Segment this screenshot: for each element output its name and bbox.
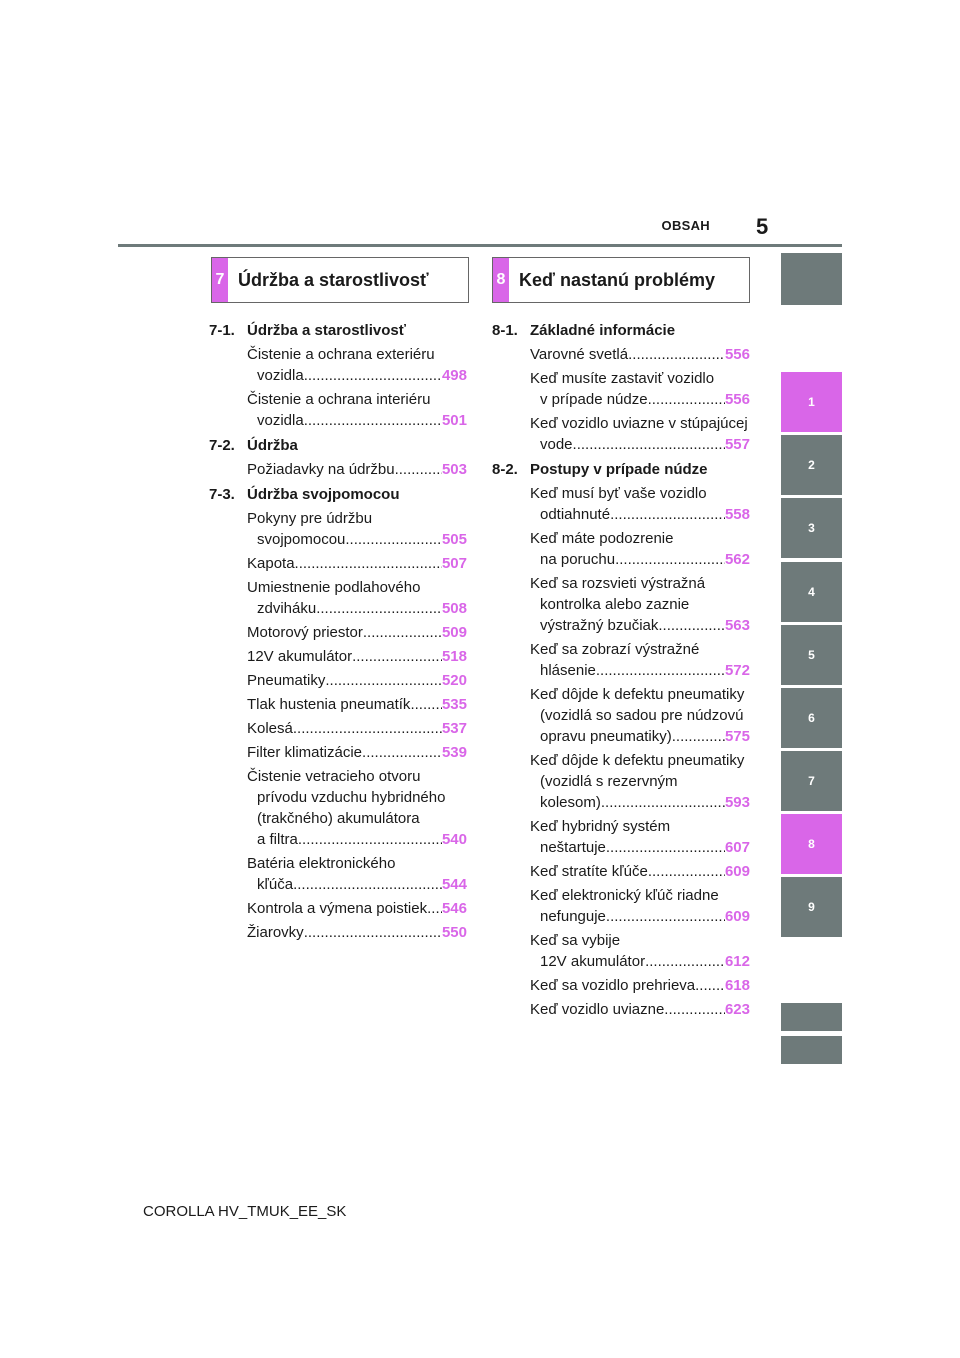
entry-text-line: Keď musí byť vaše vozidlo bbox=[530, 485, 707, 502]
dot-leader bbox=[304, 410, 442, 431]
toc-entry[interactable] bbox=[247, 853, 467, 895]
entry-last-line bbox=[247, 670, 467, 691]
chapter-tab-blank[interactable] bbox=[781, 1003, 842, 1031]
header-divider bbox=[118, 244, 842, 247]
page-link[interactable]: 508 bbox=[441, 600, 467, 617]
entry-text-line: vode bbox=[540, 436, 573, 453]
entry-last-line bbox=[247, 694, 467, 715]
toc-entry[interactable] bbox=[247, 670, 467, 691]
toc-group bbox=[492, 320, 750, 455]
page-link[interactable]: 550 bbox=[441, 924, 467, 941]
toc-entry[interactable] bbox=[530, 573, 750, 636]
toc-entry[interactable] bbox=[530, 885, 750, 927]
dot-leader bbox=[304, 365, 442, 386]
page-link[interactable]: 540 bbox=[441, 831, 467, 848]
toc-subsection[interactable] bbox=[492, 320, 750, 341]
entry-text-line: nefunguje bbox=[540, 908, 606, 925]
entry-text-line: 12V akumulátor bbox=[247, 648, 353, 665]
section-title: Keď nastanú problémy bbox=[519, 269, 715, 290]
toc-entry[interactable] bbox=[530, 975, 750, 996]
entry-last-line bbox=[530, 504, 750, 525]
entry-text-line: Batéria elektronického bbox=[247, 855, 396, 872]
page-link[interactable]: 544 bbox=[441, 876, 467, 893]
dot-leader bbox=[648, 861, 725, 882]
dot-leader bbox=[345, 529, 442, 550]
dot-leader bbox=[352, 646, 442, 667]
dot-leader bbox=[304, 922, 442, 943]
section-heading-7[interactable] bbox=[211, 257, 469, 303]
entry-last-line bbox=[247, 410, 467, 431]
toc-entry[interactable] bbox=[530, 750, 750, 813]
entry-text-line: Čistenie a ochrana interiéru bbox=[247, 391, 431, 408]
entry-text-line: Tlak hustenia pneumatík bbox=[247, 696, 411, 713]
dot-leader bbox=[363, 622, 442, 643]
toc-entry[interactable] bbox=[247, 694, 467, 715]
dot-leader bbox=[325, 670, 442, 691]
entry-last-line bbox=[530, 999, 750, 1020]
entry-text-line: (vozidlá so sadou pre núdzovú bbox=[540, 707, 744, 724]
subsection-number: 7-2. bbox=[209, 437, 235, 454]
subsection-title: Údržba a starostlivosť bbox=[247, 322, 406, 339]
page-link[interactable]: 623 bbox=[724, 1001, 750, 1018]
entry-text-line: Filter klimatizácie bbox=[247, 744, 363, 761]
entry-text-line: 12V akumulátor bbox=[540, 953, 646, 970]
entry-text-line: Požiadavky na údržbu bbox=[247, 461, 395, 478]
entry-text-line: prívodu vzduchu hybridného bbox=[257, 789, 446, 806]
entry-text-line: Čistenie a ochrana exteriéru bbox=[247, 346, 435, 363]
entry-last-line bbox=[247, 553, 467, 574]
page-link[interactable]: 503 bbox=[441, 461, 467, 478]
toc-subsection[interactable] bbox=[492, 459, 750, 480]
entry-text-line: Pokyny pre údržbu bbox=[247, 510, 373, 527]
chapter-tab-8[interactable]: 8 bbox=[781, 814, 842, 874]
toc-entry[interactable] bbox=[247, 922, 467, 943]
entry-last-line bbox=[530, 434, 750, 455]
entry-text-line: opravu pneumatiky) bbox=[540, 728, 672, 745]
toc-column-8 bbox=[492, 320, 750, 1024]
entry-text-line: Keď hybridný systém bbox=[530, 818, 671, 835]
entry-text-line: neštartuje bbox=[540, 839, 606, 856]
dot-leader bbox=[695, 975, 725, 996]
toc-entry[interactable] bbox=[247, 508, 467, 550]
page-link[interactable]: 609 bbox=[724, 863, 750, 880]
entry-text-line: Keď stratíte kľúče bbox=[530, 863, 648, 880]
section-heading-8[interactable] bbox=[492, 257, 750, 303]
toc-entry[interactable] bbox=[247, 622, 467, 643]
toc-entry[interactable] bbox=[247, 459, 467, 480]
entry-text-line: Umiestnenie podlahového bbox=[247, 579, 421, 596]
entry-last-line bbox=[247, 718, 467, 739]
dot-leader bbox=[606, 906, 725, 927]
page-link[interactable]: 501 bbox=[441, 412, 467, 429]
entry-last-line bbox=[247, 365, 467, 386]
entry-last-line bbox=[247, 898, 467, 919]
toc-entry[interactable] bbox=[530, 368, 750, 410]
entry-last-line bbox=[247, 459, 467, 480]
dot-leader bbox=[658, 615, 725, 636]
entry-text-line: Keď vozidlo uviazne v stúpajúcej bbox=[530, 415, 748, 432]
toc-entry[interactable] bbox=[247, 577, 467, 619]
page-link[interactable]: 572 bbox=[724, 662, 750, 679]
dot-leader bbox=[573, 434, 725, 455]
toc-group bbox=[209, 320, 467, 431]
toc-entry[interactable] bbox=[247, 742, 467, 763]
toc-entry[interactable] bbox=[247, 718, 467, 739]
page-link[interactable]: 505 bbox=[441, 531, 467, 548]
entry-text-line: Motorový priestor bbox=[247, 624, 363, 641]
section-number: 7 bbox=[212, 258, 228, 302]
dot-leader bbox=[362, 742, 442, 763]
dot-leader bbox=[606, 837, 725, 858]
entry-last-line bbox=[530, 792, 750, 813]
entry-last-line bbox=[530, 660, 750, 681]
toc-entry[interactable] bbox=[530, 930, 750, 972]
entry-text-line: hlásenie bbox=[540, 662, 596, 679]
subsection-title: Údržba bbox=[247, 437, 298, 454]
toc-entry[interactable] bbox=[247, 389, 467, 431]
entry-last-line bbox=[247, 622, 467, 643]
dot-leader bbox=[293, 874, 442, 895]
toc-entry[interactable] bbox=[530, 861, 750, 882]
page-link[interactable]: 607 bbox=[724, 839, 750, 856]
page-link[interactable]: 562 bbox=[724, 551, 750, 568]
toc-group bbox=[209, 435, 467, 480]
page-link[interactable]: 537 bbox=[441, 720, 467, 737]
page-link[interactable]: 612 bbox=[724, 953, 750, 970]
chapter-tab-blank[interactable] bbox=[781, 253, 842, 305]
page-link[interactable]: 535 bbox=[441, 696, 467, 713]
page-link[interactable]: 609 bbox=[724, 908, 750, 925]
entry-last-line bbox=[247, 598, 467, 619]
entry-last-line bbox=[530, 726, 750, 747]
subsection-number: 7-3. bbox=[209, 486, 235, 503]
entry-last-line bbox=[530, 951, 750, 972]
page-number: 5 bbox=[756, 214, 769, 239]
page-link[interactable]: 509 bbox=[441, 624, 467, 641]
toc-column-7 bbox=[209, 320, 467, 947]
entry-last-line bbox=[247, 646, 467, 667]
entry-text-line: Keď dôjde k defektu pneumatiky bbox=[530, 752, 745, 769]
dot-leader bbox=[427, 898, 442, 919]
entry-text-line: vozidla bbox=[257, 412, 304, 429]
entry-text-line: Čistenie vetracieho otvoru bbox=[247, 768, 421, 785]
toc-subsection[interactable] bbox=[209, 320, 467, 341]
subsection-number: 8-1. bbox=[492, 322, 518, 339]
toc-entry[interactable] bbox=[247, 646, 467, 667]
entry-last-line bbox=[247, 922, 467, 943]
entry-text-line: Kapota bbox=[247, 555, 295, 572]
page-link[interactable]: 593 bbox=[724, 794, 750, 811]
dot-leader bbox=[615, 549, 725, 570]
dot-leader bbox=[395, 459, 442, 480]
entry-text-line: (vozidlá s rezervným bbox=[540, 773, 678, 790]
toc-entry[interactable] bbox=[247, 553, 467, 574]
dot-leader bbox=[298, 829, 442, 850]
subsection-number: 7-1. bbox=[209, 322, 235, 339]
entry-last-line bbox=[530, 861, 750, 882]
toc-entry[interactable] bbox=[530, 483, 750, 525]
entry-text-line: Keď sa vozidlo prehrieva bbox=[530, 977, 696, 994]
page-link[interactable]: 507 bbox=[441, 555, 467, 572]
entry-last-line bbox=[530, 389, 750, 410]
entry-text-line: Kontrola a výmena poistiek bbox=[247, 900, 428, 917]
entry-last-line bbox=[247, 742, 467, 763]
entry-text-line: Keď sa vybije bbox=[530, 932, 621, 949]
page-link[interactable]: 557 bbox=[724, 436, 750, 453]
dot-leader bbox=[664, 999, 725, 1020]
page-link[interactable]: 575 bbox=[724, 728, 750, 745]
entry-last-line bbox=[247, 529, 467, 550]
page-link[interactable]: 556 bbox=[724, 391, 750, 408]
dot-leader bbox=[410, 694, 442, 715]
chapter-tab-5[interactable]: 5 bbox=[781, 625, 842, 685]
toc-subsection[interactable] bbox=[209, 484, 467, 505]
entry-last-line bbox=[530, 837, 750, 858]
subsection-number: 8-2. bbox=[492, 461, 518, 478]
entry-text-line: odtiahnuté bbox=[540, 506, 611, 523]
dot-leader bbox=[596, 660, 725, 681]
toc-group bbox=[492, 459, 750, 1020]
dot-leader bbox=[672, 726, 725, 747]
entry-last-line bbox=[530, 615, 750, 636]
entry-text-line: svojpomocou bbox=[257, 531, 346, 548]
entry-text-line: kontrolka alebo zaznie bbox=[540, 596, 690, 613]
dot-leader bbox=[295, 553, 442, 574]
toc-entry[interactable] bbox=[530, 684, 750, 747]
entry-text-line: Keď máte podozrenie bbox=[530, 530, 674, 547]
section-number: 8 bbox=[493, 258, 509, 302]
entry-text-line: kolesom) bbox=[540, 794, 601, 811]
page-link[interactable]: 558 bbox=[724, 506, 750, 523]
entry-text-line: Kolesá bbox=[247, 720, 293, 737]
dot-leader bbox=[293, 718, 442, 739]
entry-last-line bbox=[247, 829, 467, 850]
chapter-tab-1[interactable]: 1 bbox=[781, 372, 842, 432]
entry-last-line bbox=[530, 344, 750, 365]
chapter-tab-6[interactable]: 6 bbox=[781, 688, 842, 748]
page-link[interactable]: 546 bbox=[441, 900, 467, 917]
page-link[interactable]: 539 bbox=[441, 744, 467, 761]
entry-text-line: Keď elektronický kľúč riadne bbox=[530, 887, 719, 904]
entry-last-line bbox=[530, 906, 750, 927]
entry-text-line: Keď vozidlo uviazne bbox=[530, 1001, 665, 1018]
entry-text-line: Keď musíte zastaviť vozidlo bbox=[530, 370, 715, 387]
dot-leader bbox=[316, 598, 442, 619]
toc-entry[interactable] bbox=[247, 898, 467, 919]
entry-text-line: na poruchu bbox=[540, 551, 616, 568]
entry-text-line: kľúča bbox=[257, 876, 294, 893]
page-link[interactable]: 520 bbox=[441, 672, 467, 689]
footer-model-code: COROLLA HV_TMUK_EE_SK bbox=[143, 1203, 347, 1220]
chapter-tab-blank[interactable] bbox=[781, 1036, 842, 1064]
chapter-tab-7[interactable]: 7 bbox=[781, 751, 842, 811]
entry-last-line bbox=[530, 549, 750, 570]
toc-entry[interactable] bbox=[530, 816, 750, 858]
subsection-title: Postupy v prípade núdze bbox=[530, 461, 708, 478]
dot-leader bbox=[610, 504, 725, 525]
toc-subsection[interactable] bbox=[209, 435, 467, 456]
entry-text-line: výstražný bzučiak bbox=[540, 617, 659, 634]
section-title: Údržba a starostlivosť bbox=[238, 269, 429, 290]
entry-text-line: a filtra bbox=[257, 831, 298, 848]
dot-leader bbox=[648, 389, 725, 410]
toc-entry[interactable] bbox=[530, 639, 750, 681]
entry-text-line: (trakčného) akumulátora bbox=[257, 810, 420, 827]
page-link[interactable]: 518 bbox=[441, 648, 467, 665]
chapter-tab-3[interactable]: 3 bbox=[781, 498, 842, 558]
dot-leader bbox=[601, 792, 725, 813]
toc-entry[interactable] bbox=[530, 528, 750, 570]
subsection-title: Údržba svojpomocou bbox=[247, 486, 400, 503]
chapter-tab-4[interactable]: 4 bbox=[781, 562, 842, 622]
toc-group bbox=[209, 484, 467, 943]
entry-text-line: Pneumatiky bbox=[247, 672, 326, 689]
entry-text-line: v prípade núdze bbox=[540, 391, 648, 408]
toc-entry[interactable] bbox=[530, 413, 750, 455]
page-link[interactable]: 556 bbox=[724, 346, 750, 363]
chapter-tab-9[interactable]: 9 bbox=[781, 877, 842, 937]
entry-last-line bbox=[247, 874, 467, 895]
dot-leader bbox=[645, 951, 725, 972]
entry-text-line: Keď sa rozsvieti výstražná bbox=[530, 575, 706, 592]
chapter-tab-2[interactable]: 2 bbox=[781, 435, 842, 495]
toc-entry[interactable] bbox=[530, 344, 750, 365]
entry-text-line: Varovné svetlá bbox=[530, 346, 629, 363]
dot-leader bbox=[628, 344, 725, 365]
entry-text-line: Keď dôjde k defektu pneumatiky bbox=[530, 686, 745, 703]
entry-last-line bbox=[530, 975, 750, 996]
entry-text-line: vozidla bbox=[257, 367, 304, 384]
page-link[interactable]: 498 bbox=[441, 367, 467, 384]
header-title: OBSAH bbox=[661, 218, 710, 233]
toc-entry[interactable] bbox=[247, 766, 467, 850]
toc-entry[interactable] bbox=[247, 344, 467, 386]
subsection-title: Základné informácie bbox=[530, 322, 676, 339]
entry-text-line: Žiarovky bbox=[247, 924, 304, 941]
page-link[interactable]: 618 bbox=[724, 977, 750, 994]
entry-text-line: zdviháku bbox=[257, 600, 317, 617]
entry-text-line: Keď sa zobrazí výstražné bbox=[530, 641, 700, 658]
toc-entry[interactable] bbox=[530, 999, 750, 1020]
page-link[interactable]: 563 bbox=[724, 617, 750, 634]
